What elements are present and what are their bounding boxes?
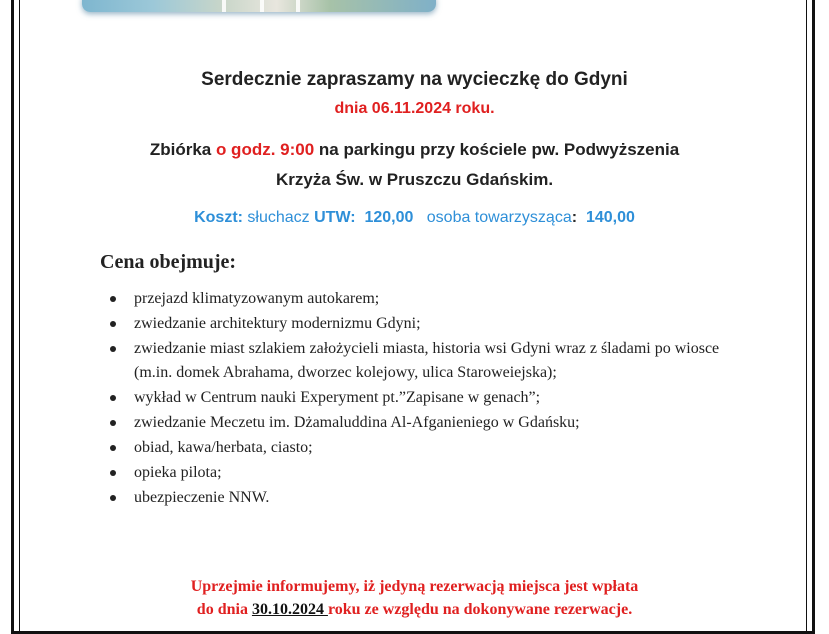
photo-detail [222,0,226,12]
bullet-icon [110,395,116,401]
member-label: słuchacz [242,209,315,226]
bullet-icon [110,420,116,426]
gdynia-photo [82,0,436,12]
bullet-icon [110,321,116,327]
bullet-icon [110,296,116,302]
list-item [104,411,724,435]
trip-date: dnia 06.11.2024 roku. [334,100,495,117]
bullet-icon [110,470,116,476]
includes-list [104,287,724,511]
payment-notice-line-2 [0,601,829,619]
list-item [104,312,724,336]
list-item-text: przejazd klimatyzowanym autokarem; [134,290,380,307]
cost-line [0,209,829,227]
meeting-line-1 [0,140,829,160]
meeting-time: o godz. 9:00 [215,140,315,159]
notice-text-end: roku ze względu na dokonywane rezerwacje. [327,601,633,618]
list-item-text: obiad, kawa/herbata, ciasto; [134,439,313,456]
list-item [104,337,724,385]
bullet-icon [110,495,116,501]
photo-detail [260,0,264,12]
list-item [104,436,724,460]
payment-notice-line-1: Uprzejmie informujemy, iż jedyną rezerwacją miejsca jest wpłata [190,578,639,595]
cost-label: Koszt: [194,209,243,226]
list-item [104,461,724,485]
payment-deadline: 30.10.2024 [251,601,328,618]
meeting-place: na parkingu przy kościele pw. Podwyższenia [314,140,680,159]
companion-price: 140,00 [585,209,635,226]
photo-detail [296,0,300,12]
companion-label: osoba towarzysząca [426,209,572,226]
companion-colon: : [571,209,578,226]
notice-text: do dnia [196,601,252,618]
meeting-line-2: Krzyża Św. w Pruszczu Gdańskim. [275,170,554,189]
list-item [104,486,724,510]
list-item-text: zwiedzanie architektury modernizmu Gdyni; [134,315,421,332]
includes-heading: Cena obejmuje: [100,251,237,273]
meeting-text: Zbiórka [149,140,216,159]
member-price: 120,00 [364,209,414,226]
list-item-text: zwiedzanie Meczetu im. Dżamaluddina Al-Afganieniego w Gdańsku; [134,414,580,431]
bullet-icon [110,445,116,451]
list-item-text: ubezpieczenie NNW. [134,489,270,506]
member-group: UTW: [314,209,356,226]
invitation-title: Serdecznie zapraszamy na wycieczkę do Gdyni [201,69,628,90]
list-item [104,287,724,311]
list-item-text: opieka pilota; [134,464,222,481]
bullet-icon [110,346,116,352]
list-item [104,386,724,410]
list-item-text: zwiedzanie miast szlakiem założycieli miasta, historia wsi Gdyni wraz z śladami po wiosce (m.in. domek Abrahama, dworzec kolejowy, ulica Staroweiejska); [134,340,720,381]
list-item-text: wykład w Centrum nauki Experyment pt.”Zapisane w genach”; [134,389,541,406]
